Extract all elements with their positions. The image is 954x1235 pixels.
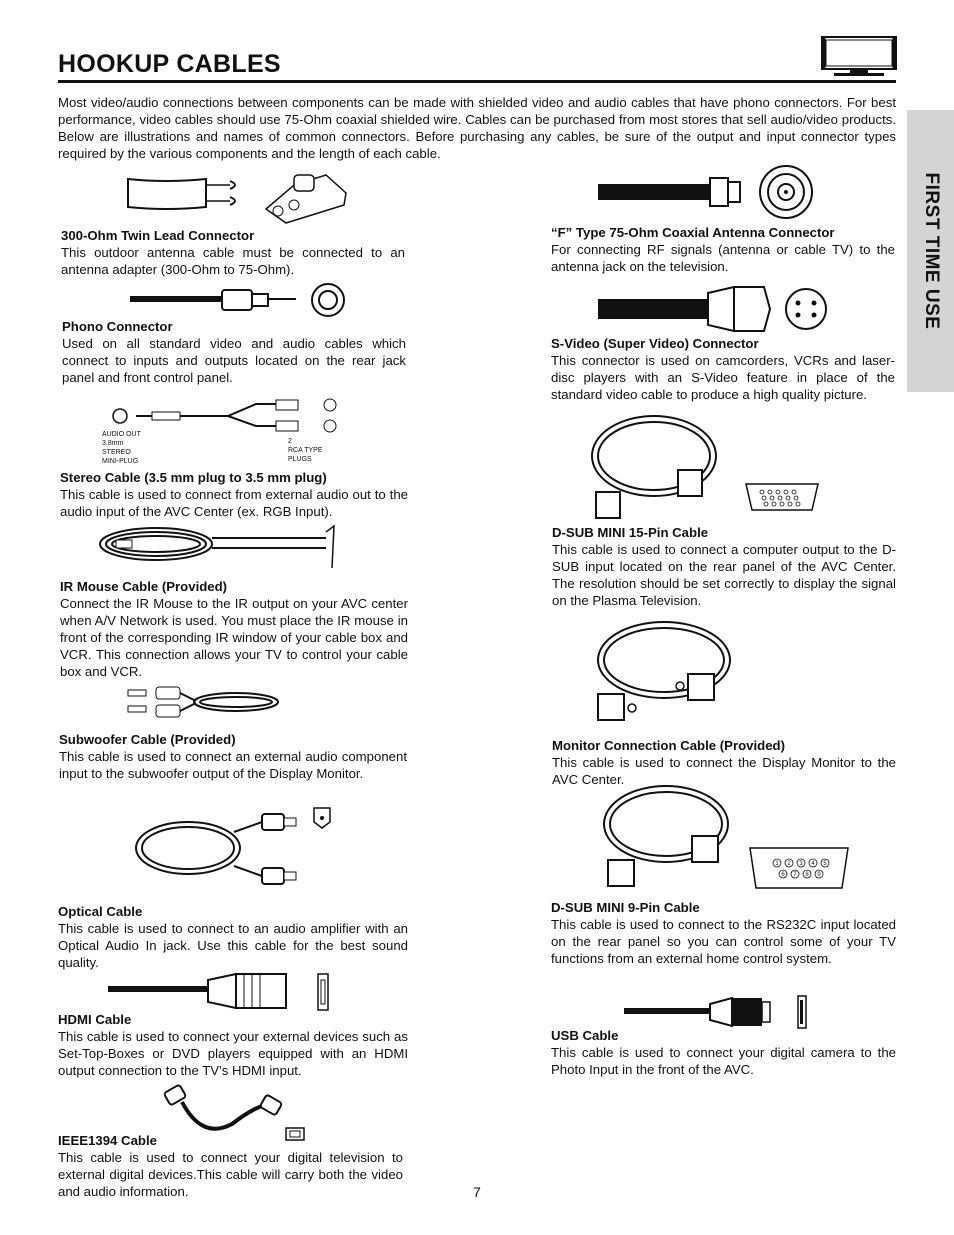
dsub9-pin-4: 4 bbox=[811, 861, 815, 867]
optical-section bbox=[58, 903, 408, 971]
stereo-label-left-2: 3.8mm bbox=[102, 440, 124, 447]
dsub9-pin-8: 8 bbox=[805, 872, 809, 878]
usb-body: This cable is used to connect your digital camera to the Photo Input in the front of the AVC. bbox=[551, 1045, 896, 1077]
dsub9-pin-9: 9 bbox=[817, 872, 821, 878]
dsub9-illustration bbox=[596, 780, 852, 892]
phono-illustration bbox=[130, 282, 350, 318]
stereo-label-right-2: RCA TYPE bbox=[288, 447, 323, 454]
dsub9-pin-6: 6 bbox=[781, 872, 785, 878]
page-title: HOOKUP CABLES bbox=[58, 50, 281, 78]
twin-lead-body: This outdoor antenna cable must be connected to an antenna adapter (300-Ohm to 75-Ohm). bbox=[61, 245, 405, 277]
subwoofer-illustration bbox=[126, 685, 286, 721]
stereo-label-left-3: STEREO bbox=[102, 449, 131, 456]
f-type-illustration bbox=[598, 164, 816, 222]
side-tab bbox=[907, 110, 954, 392]
f-type-body: For connecting RF signals (antenna or cable TV) to the antenna jack on the television. bbox=[551, 242, 895, 274]
ieee1394-body: This cable is used to connect your digital television to external digital devices.This cable will carry both the video and audio information. bbox=[58, 1150, 403, 1199]
subwoofer-section bbox=[59, 731, 407, 782]
stereo-label-left-1: AUDIO OUT bbox=[102, 431, 141, 438]
dsub9-section bbox=[551, 899, 896, 967]
usb-title: USB Cable bbox=[551, 1028, 619, 1043]
optical-body: This cable is used to connect to an audio amplifier with an Optical Audio In jack. Use this cable for the best sound quality. bbox=[58, 921, 408, 970]
ieee1394-title: IEEE1394 Cable bbox=[58, 1133, 157, 1148]
stereo-label-left-4: MINI-PLUG bbox=[102, 458, 139, 464]
side-tab-label: FIRST TIME USE bbox=[920, 172, 942, 330]
stereo-label-right-1: 2 bbox=[288, 438, 292, 445]
dsub15-title: D-SUB MINI 15-Pin Cable bbox=[552, 525, 709, 540]
title-rule bbox=[58, 80, 896, 83]
phono-title: Phono Connector bbox=[62, 319, 173, 334]
stereo-title: Stereo Cable (3.5 mm plug to 3.5 mm plug) bbox=[60, 470, 327, 485]
dsub15-body: This cable is used to connect a computer output to the D-SUB input located on the rear panel of the AVC Center. The resolution should be set correctly to display the signal on the Plasma Television. bbox=[552, 542, 896, 608]
f-type-title: “F” Type 75-Ohm Coaxial Antenna Connector bbox=[551, 225, 835, 240]
monitor-title: Monitor Connection Cable (Provided) bbox=[552, 738, 785, 753]
stereo-body: This cable is used to connect from external audio out to the audio input of the AVC Center (ex. RGB Input). bbox=[60, 487, 408, 519]
phono-body: Used on all standard video and audio cables which connect to inputs and outputs located on the rear jack panel and front control panel. bbox=[62, 336, 406, 385]
twin-lead-title: 300-Ohm Twin Lead Connector bbox=[61, 228, 255, 243]
monitor-cable-illustration bbox=[590, 616, 740, 726]
hdmi-body: This cable is used to connect your external devices such as Set-Top-Boxes or DVD players equipped with an HDMI output connection to the TV’s HDMI input. bbox=[58, 1029, 408, 1078]
ir-mouse-section bbox=[60, 578, 408, 680]
twin-lead-illustration bbox=[126, 165, 356, 227]
usb-illustration bbox=[624, 994, 810, 1030]
ieee1394-section bbox=[58, 1132, 403, 1200]
ir-mouse-title: IR Mouse Cable (Provided) bbox=[60, 579, 228, 594]
ir-mouse-body: Connect the IR Mouse to the IR output on your AVC center when A/V Network is used. You must place the IR mouse in front of the corresponding IR window of your cable box and VCR. This connection allows your TV to control your cable box and VCR. bbox=[60, 596, 408, 679]
dsub9-pin-2: 2 bbox=[787, 861, 791, 867]
dsub15-illustration bbox=[584, 408, 824, 524]
svideo-body: This connector is used on camcorders, VCRs and laser-disc players with an S-Video feature in place of the standard video cable to produce a high quality picture. bbox=[551, 353, 895, 402]
intro-text: Most video/audio connections between components can be made with shielded video and audio cables that have phono connectors. For best performance, video cables should use 75-Ohm coaxial shielded wire. Cables can be purchased from most stores that sell audio/video products. Below are illustrations and names of common connectors. Before purchasing any cables, be sure of the output and input connector types required by the various components and the length of each cable. bbox=[58, 95, 896, 161]
dsub9-body: This cable is used to connect to the RS232C input located on the rear panel so you can control some of your TV functions from an external home control system. bbox=[551, 917, 896, 966]
stereo-label-right-3: PLUGS bbox=[288, 456, 312, 463]
dsub9-pin-5: 5 bbox=[823, 861, 827, 867]
svideo-section bbox=[551, 335, 895, 403]
svideo-illustration bbox=[598, 283, 828, 335]
optical-illustration bbox=[134, 804, 334, 892]
usb-section bbox=[551, 1027, 896, 1078]
monitor-body: This cable is used to connect the Display Monitor to the AVC Center. bbox=[552, 755, 896, 787]
dsub9-pin-1: 1 bbox=[775, 861, 779, 867]
svideo-title: S-Video (Super Video) Connector bbox=[551, 336, 759, 351]
subwoofer-title: Subwoofer Cable (Provided) bbox=[59, 732, 236, 747]
page-number: 7 bbox=[473, 1184, 481, 1200]
hdmi-title: HDMI Cable bbox=[58, 1012, 132, 1027]
phono-section bbox=[62, 318, 406, 386]
dsub15-section bbox=[552, 524, 896, 609]
hdmi-illustration bbox=[108, 970, 332, 1014]
f-type-section bbox=[551, 224, 895, 275]
dsub9-pin-3: 3 bbox=[799, 861, 803, 867]
ir-mouse-illustration bbox=[96, 524, 338, 570]
twin-lead-section bbox=[61, 227, 405, 278]
subwoofer-body: This cable is used to connect an external audio component input to the subwoofer output of the Display Monitor. bbox=[59, 749, 407, 781]
stereo-section bbox=[60, 469, 408, 520]
optical-title: Optical Cable bbox=[58, 904, 143, 919]
tv-icon bbox=[820, 35, 898, 79]
dsub9-title: D-SUB MINI 9-Pin Cable bbox=[551, 900, 700, 915]
hdmi-section bbox=[58, 1011, 408, 1079]
stereo-cable-illustration bbox=[100, 394, 350, 464]
dsub9-pin-7: 7 bbox=[793, 872, 797, 878]
